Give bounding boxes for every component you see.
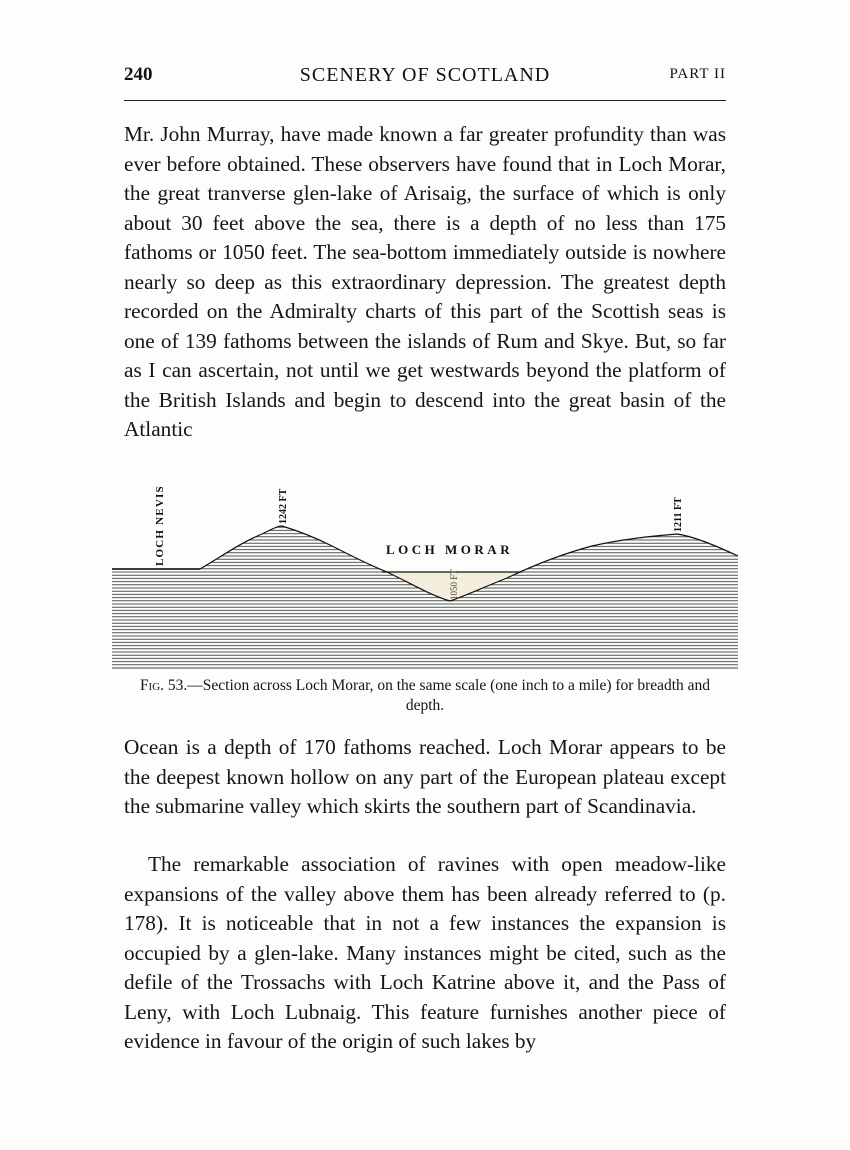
label-loch-nevis: LOCH NEVIS [154, 485, 166, 566]
header-rule [124, 100, 726, 101]
running-title: SCENERY OF SCOTLAND [299, 64, 551, 86]
loch-morar-section-figure [112, 484, 738, 670]
label-left-peak-height: 1242 FT [278, 488, 289, 524]
part-label: PART II [669, 66, 726, 82]
label-depth: 1050 FT [449, 569, 459, 600]
running-header [124, 64, 726, 92]
page-number: 240 [124, 64, 153, 85]
paragraph-3: The remarkable association of ravines with open meadow-like expansions of the valley above them has been already referred to (p. 178). It is noticeable that in not a few instances the expansion is occupied by a glen-lake. Many instances might be cited, such as the defile of the Trossachs with Loch Katrine above it, and the Pass of Leny, with Loch Lubnaig. This feature furnishes another piece of evidence in favour of the origin of such lakes by [124, 852, 726, 1053]
label-right-peak-height: 1211 FT [673, 497, 684, 532]
paragraph-2: Ocean is a depth of 170 fathoms reached. Loch Morar appears to be the deepest known hollow on any part of the European plateau except the submarine valley which skirts the southern part of Scandinavia. [124, 735, 726, 818]
label-loch-morar: LOCH MORAR [386, 542, 514, 557]
figure-caption-text: —Section across Loch Morar, on the same scale (one inch to a mile) for breadth and depth. [187, 677, 711, 714]
figure-number: Fig. 53. [139, 677, 188, 694]
paragraph-1: Mr. John Murray, have made known a far greater profundity than was ever before obtained. These observers have found that in Loch Morar, the great tranverse glen-lake of Arisaig, the surface of which is only about 30 feet above the sea, there is a depth of no less than 175 fathoms or 1050 feet. The sea-bottom immediately outside is nowhere nearly so deep as this extraordinary depression. The greatest depth recorded on the Admiralty charts of this part of the Scottish seas is one of 139 fathoms between the islands of Rum and Skye. But, so far as I can ascertain, not until we get westwards beyond the platform of the British Islands and begin to descend into the great basin of the Atlantic [124, 122, 726, 441]
figure-caption [124, 676, 726, 716]
